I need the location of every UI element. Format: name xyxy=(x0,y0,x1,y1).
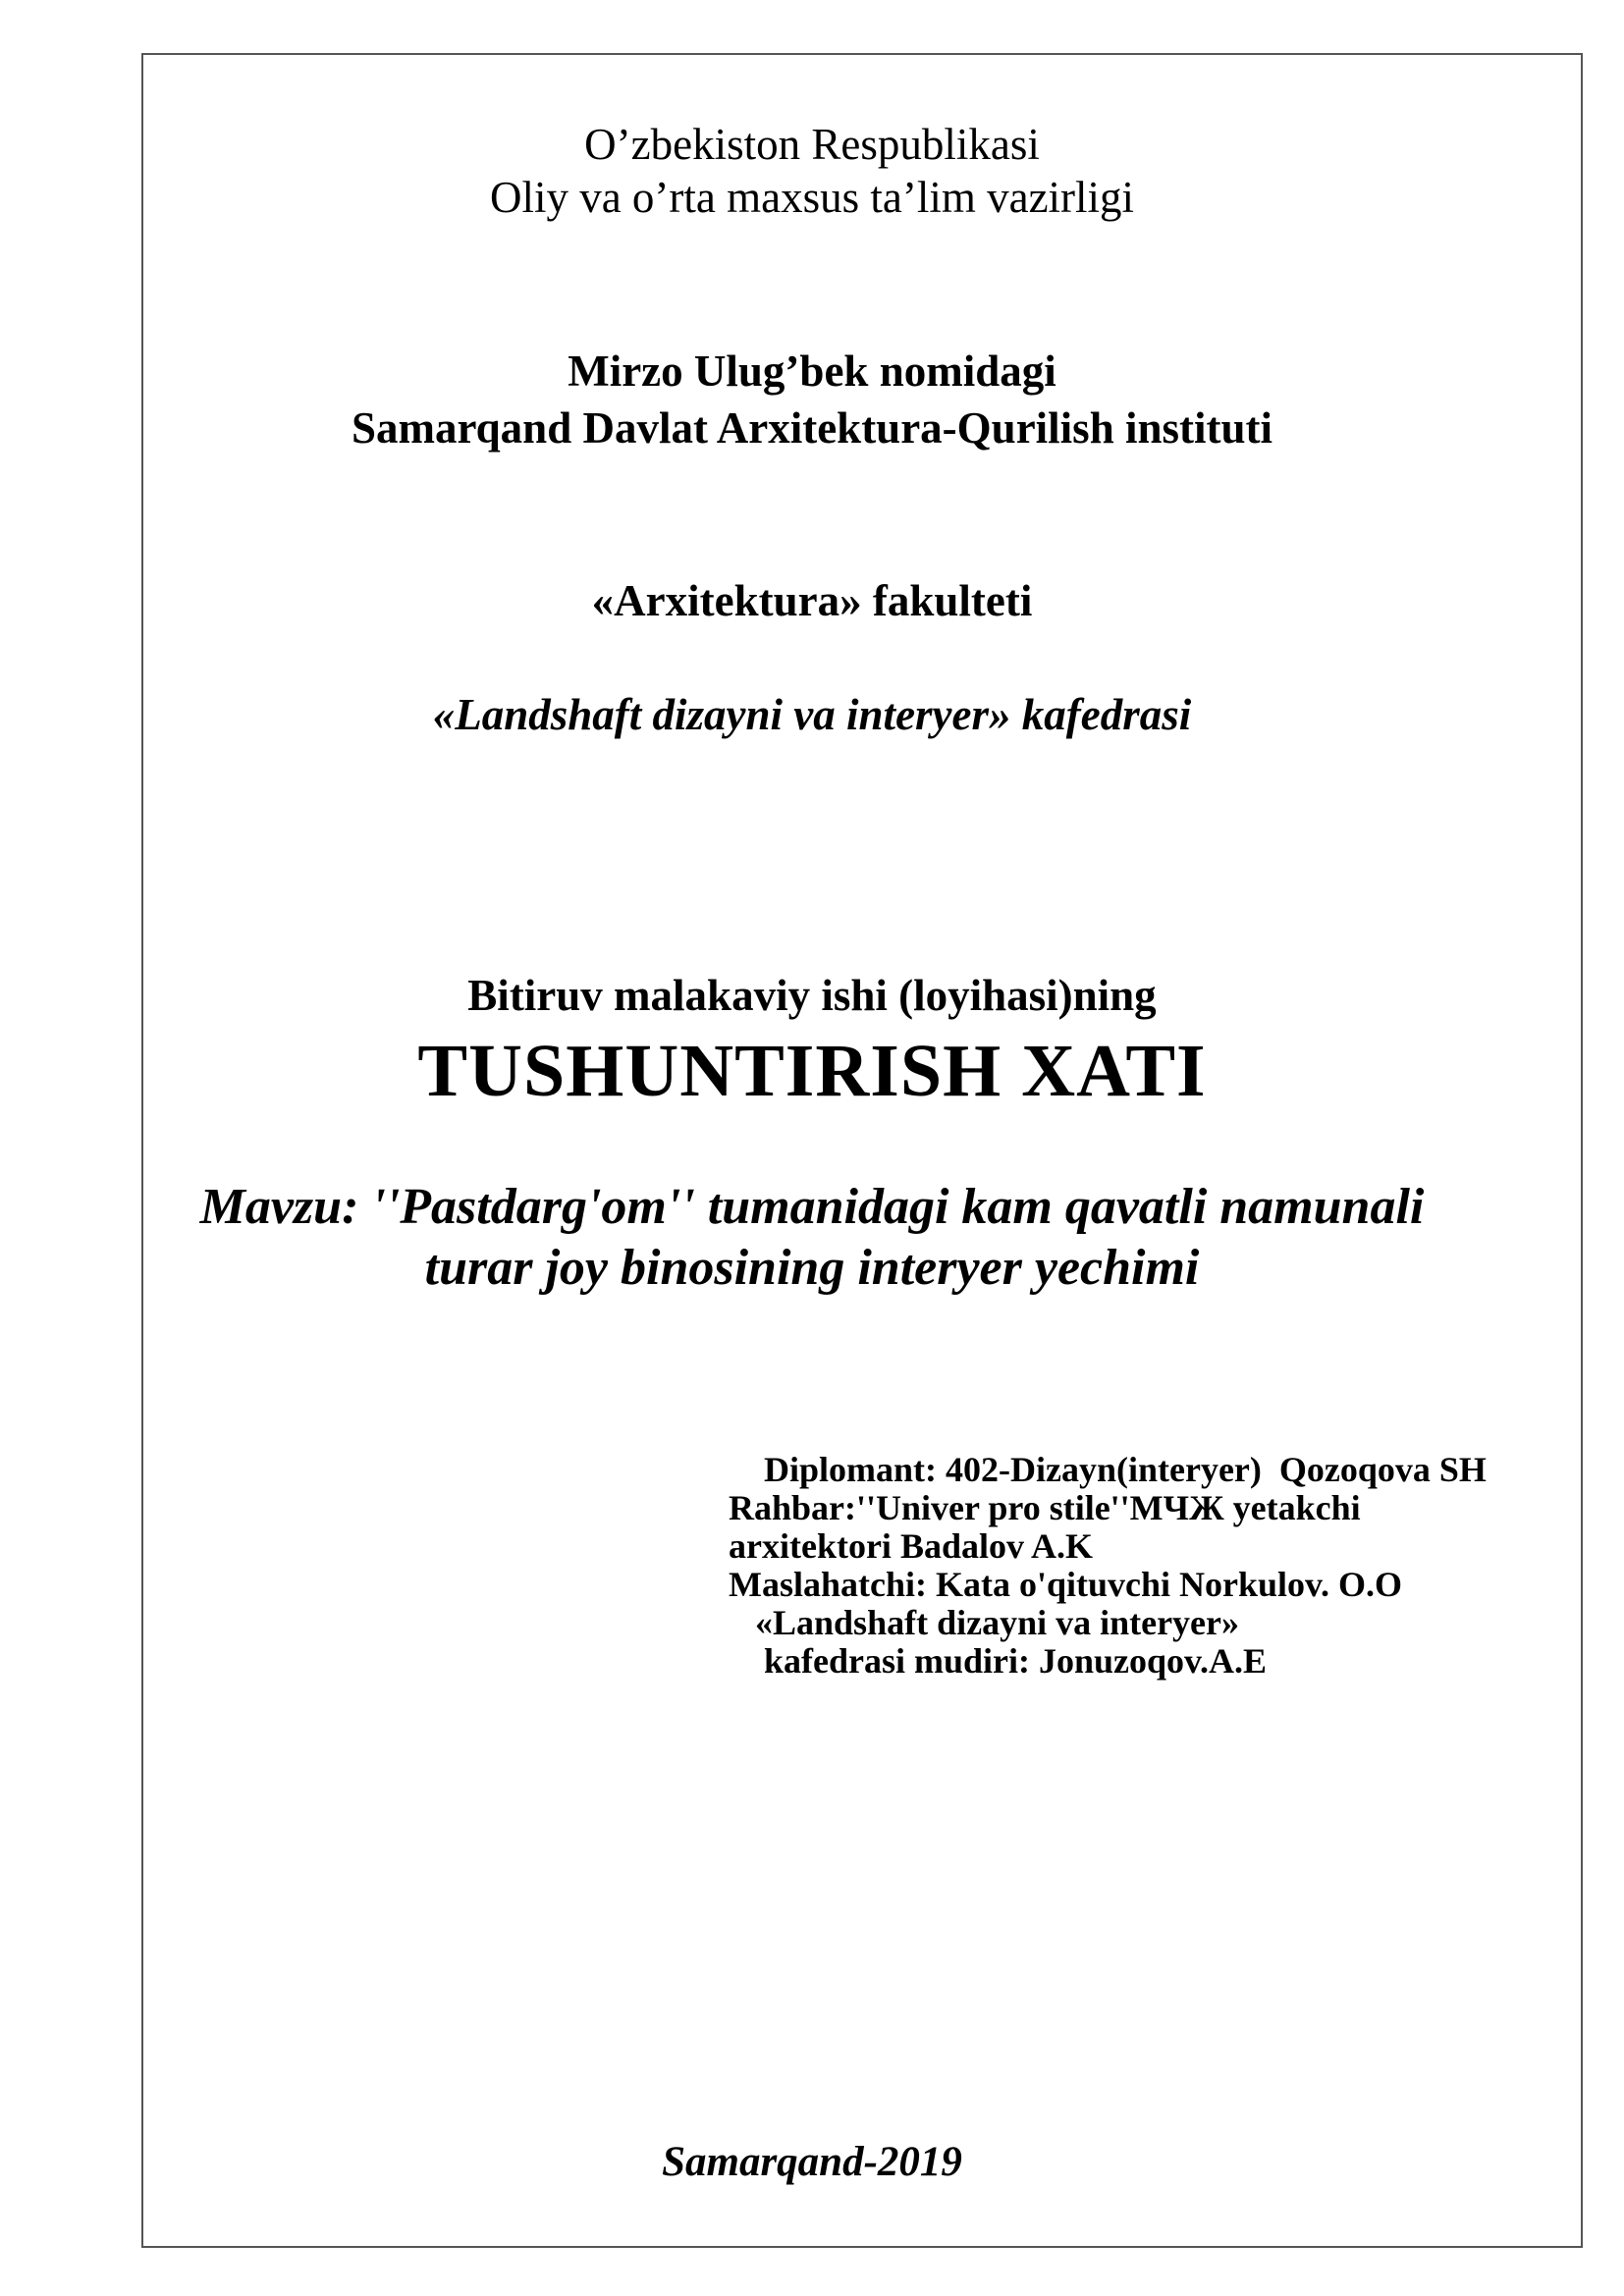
institute-name-line2: Samarqand Davlat Arxitektura-Qurilish instituti xyxy=(351,403,1272,453)
supervisor-line-cont: arxitektori Badalov A.K xyxy=(729,1526,1093,1566)
ministry-name: Oliy va o’rta maxsus ta’lim vazirligi xyxy=(489,173,1135,222)
city-year: Samarqand-2019 xyxy=(662,2139,962,2185)
department-head-line2: kafedrasi mudiri: Jonuzoqov.A.E xyxy=(729,1641,1268,1681)
consultant-line: Maslahatchi: Kata o'qituvchi Norkulov. O.O xyxy=(729,1565,1403,1604)
department-head-line1: «Landshaft dizayni va interyer» xyxy=(729,1603,1240,1642)
country-name: O’zbekiston Respublikasi xyxy=(584,120,1040,169)
document-title: TUSHUNTIRISH XATI xyxy=(417,1030,1207,1112)
department-name: «Landshaft dizayni va interyer» kafedrasi xyxy=(432,690,1192,739)
institute-name-line1: Mirzo Ulug’bek nomidagi xyxy=(568,347,1056,396)
supervisor-line: Rahbar:''Univer pro stile''МЧЖ yetakchi xyxy=(729,1488,1361,1527)
topic-line1: Mavzu: ''Pastdarg'om'' tumanidagi kam qavatli namunali xyxy=(199,1179,1425,1235)
diplomant-line: Diplomant: 402-Dizayn(interyer) Qozoqova SH xyxy=(729,1450,1487,1489)
faculty-name: «Arxitektura» fakulteti xyxy=(591,576,1033,625)
staff-block xyxy=(729,1451,1593,1681)
work-type: Bitiruv malakaviy ishi (loyihasi)ning xyxy=(467,971,1157,1020)
topic-line2: turar joy binosining interyer yechimi xyxy=(424,1240,1200,1296)
